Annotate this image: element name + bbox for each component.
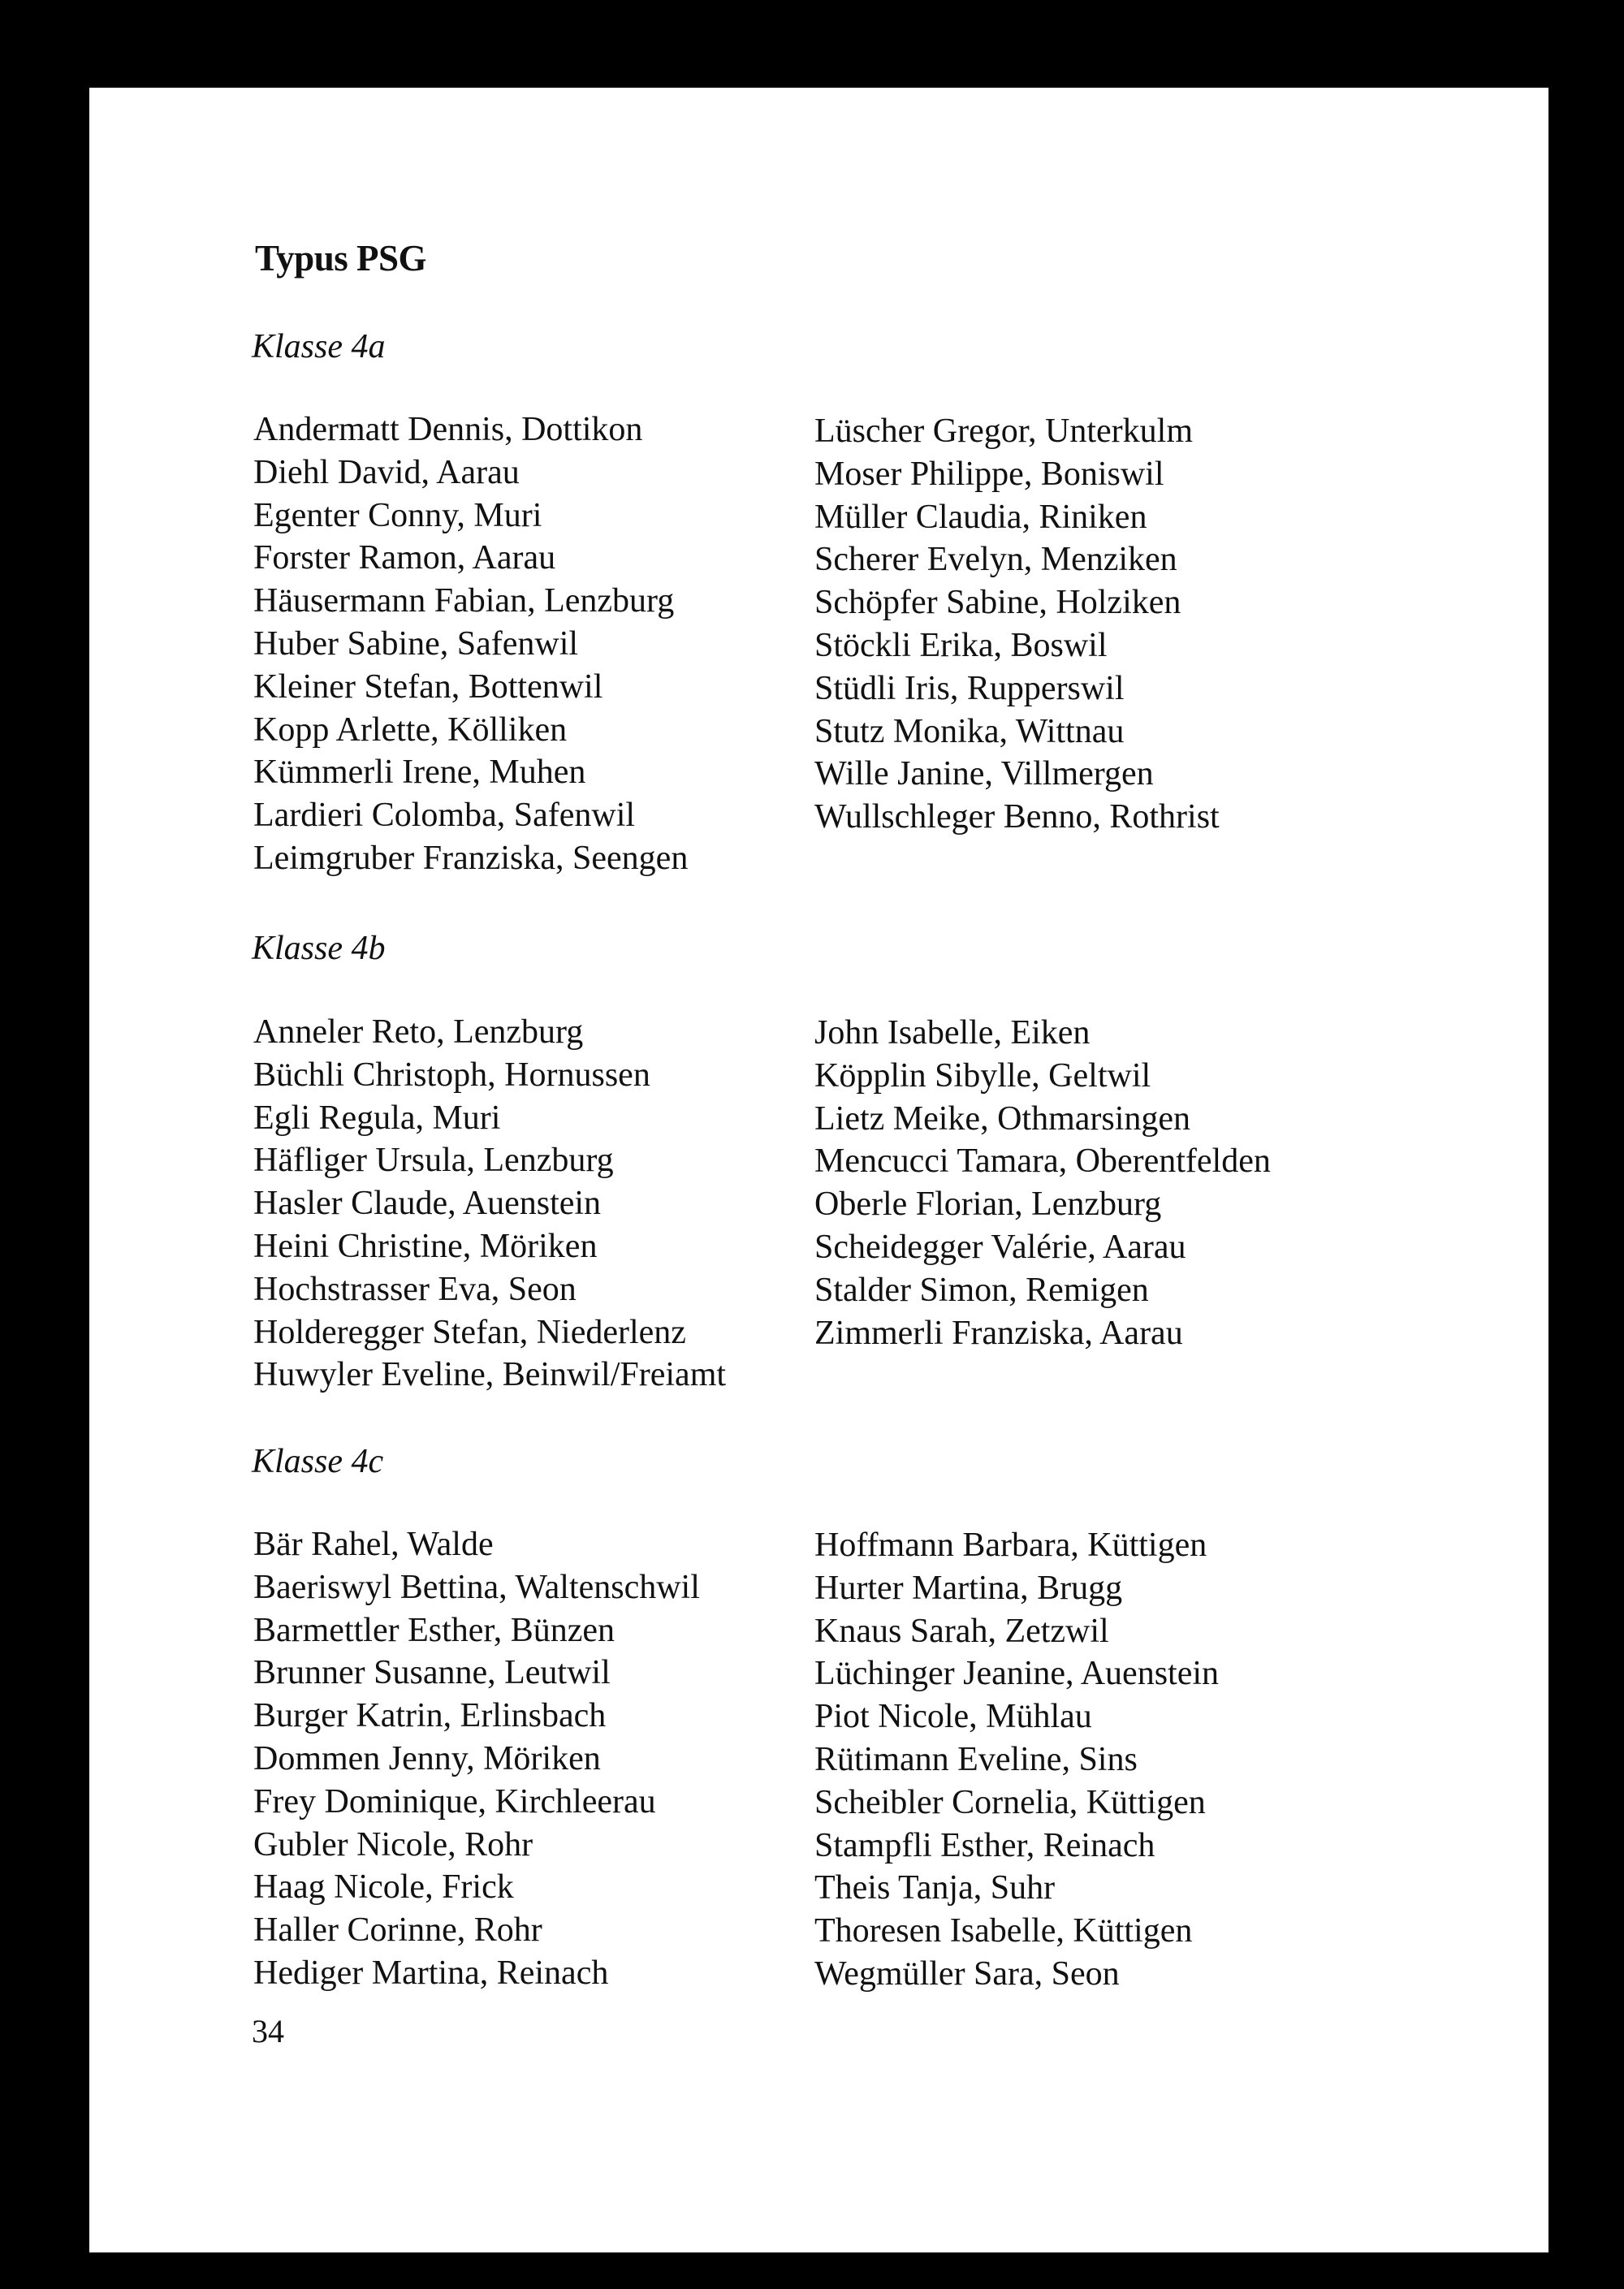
student-entry: Haag Nicole, Frick — [253, 1868, 514, 1907]
student-entry: Hoffmann Barbara, Küttigen — [814, 1527, 1207, 1564]
student-entry: Köpplin Sibylle, Geltwil — [814, 1056, 1151, 1095]
student-entry: Baeriswyl Bettina, Waltenschwil — [253, 1568, 700, 1606]
student-entry: Stüdli Iris, Rupperswil — [814, 669, 1125, 707]
student-entry: Theis Tanja, Suhr — [814, 1869, 1056, 1907]
student-entry: Forster Ramon, Aarau — [253, 539, 556, 577]
student-entry: Burger Katrin, Erlinsbach — [253, 1697, 607, 1735]
student-entry: Stöckli Erika, Boswil — [814, 626, 1108, 664]
student-entry: Brunner Susanne, Leutwil — [253, 1654, 611, 1692]
student-entry: Stampfli Esther, Reinach — [814, 1826, 1155, 1864]
class-4b-left-column — [253, 1011, 726, 1397]
class-4c-right-column — [814, 1524, 1219, 1996]
student-entry: Hediger Martina, Reinach — [253, 1954, 609, 1992]
student-entry: Leimgruber Franziska, Seengen — [253, 839, 689, 877]
student-entry: Dommen Jenny, Möriken — [253, 1739, 601, 1777]
class-title-4b: Klasse 4b — [252, 930, 386, 967]
section-heading: Typus PSG — [255, 238, 427, 279]
student-entry: Müller Claudia, Riniken — [814, 498, 1147, 536]
student-entry: Häusermann Fabian, Lenzburg — [253, 582, 675, 620]
document-page — [89, 88, 1548, 2252]
student-entry: Kopp Arlette, Kölliken — [253, 710, 568, 749]
student-entry: Barmettler Esther, Bünzen — [253, 1611, 615, 1649]
student-entry: Gubler Nicole, Rohr — [253, 1825, 533, 1864]
student-entry: Lietz Meike, Othmarsingen — [814, 1099, 1191, 1138]
student-entry: Bär Rahel, Walde — [253, 1526, 494, 1563]
student-entry: Kümmerli Irene, Muhen — [253, 754, 586, 792]
student-entry: Hochstrasser Eva, Seon — [253, 1270, 577, 1308]
student-entry: Zimmerli Franziska, Aarau — [814, 1314, 1183, 1352]
student-entry: Anneler Reto, Lenzburg — [253, 1013, 584, 1051]
page-number: 34 — [252, 2013, 284, 2049]
student-entry: Haller Corinne, Rohr — [253, 1911, 542, 1950]
student-entry: Kleiner Stefan, Bottenwil — [253, 667, 603, 706]
student-entry: Huber Sabine, Safenwil — [253, 624, 579, 663]
student-entry: Scheidegger Valérie, Aarau — [814, 1228, 1186, 1266]
student-entry: Schöpfer Sabine, Holziken — [814, 584, 1181, 622]
student-entry: Huwyler Eveline, Beinwil/Freiamt — [253, 1356, 727, 1394]
student-entry: Hasler Claude, Auenstein — [253, 1185, 602, 1223]
student-entry: Egenter Conny, Muri — [253, 496, 542, 534]
student-entry: Lardieri Colomba, Safenwil — [253, 797, 636, 835]
class-4a-left-column — [253, 408, 688, 880]
student-entry: Diehl David, Aarau — [253, 453, 520, 491]
student-entry: Andermatt Dennis, Dottikon — [253, 411, 643, 448]
student-entry: Häfliger Ursula, Lenzburg — [253, 1142, 614, 1180]
class-4c-left-column — [253, 1523, 700, 1995]
student-entry: Wegmüller Sara, Seon — [814, 1954, 1120, 1993]
student-entry: Wullschleger Benno, Rothrist — [814, 798, 1220, 836]
student-entry: Scherer Evelyn, Menziken — [814, 541, 1177, 579]
student-entry: Lüchinger Jeanine, Auenstein — [814, 1655, 1220, 1693]
student-entry: Stutz Monika, Wittnau — [814, 712, 1125, 750]
student-entry: Holderegger Stefan, Niederlenz — [253, 1313, 686, 1351]
student-entry: Piot Nicole, Mühlau — [814, 1698, 1092, 1736]
student-entry: Mencucci Tamara, Oberentfelden — [814, 1142, 1271, 1181]
student-entry: Frey Dominique, Kirchleerau — [253, 1782, 656, 1820]
student-entry: Thoresen Isabelle, Küttigen — [814, 1912, 1193, 1950]
student-entry: Scheibler Cornelia, Küttigen — [814, 1783, 1206, 1821]
class-title-4a: Klasse 4a — [252, 328, 386, 365]
class-title-4c: Klasse 4c — [252, 1443, 384, 1480]
student-entry: John Isabelle, Eiken — [814, 1014, 1091, 1052]
student-entry: Egli Regula, Muri — [253, 1099, 501, 1137]
student-entry: Hurter Martina, Brugg — [814, 1569, 1123, 1607]
class-4a-right-column — [814, 410, 1220, 839]
student-entry: Stalder Simon, Remigen — [814, 1271, 1149, 1309]
student-entry: Wille Janine, Villmergen — [814, 755, 1154, 793]
student-entry: Knaus Sarah, Zetzwil — [814, 1612, 1109, 1650]
class-4b-right-column — [814, 1012, 1271, 1354]
student-entry: Rütimann Eveline, Sins — [814, 1740, 1138, 1778]
student-entry: Heini Christine, Möriken — [253, 1227, 598, 1265]
student-entry: Büchli Christoph, Hornussen — [253, 1056, 650, 1094]
student-entry: Moser Philippe, Boniswil — [814, 455, 1164, 493]
page-content — [89, 88, 1548, 2252]
student-entry: Oberle Florian, Lenzburg — [814, 1186, 1162, 1224]
student-entry: Lüscher Gregor, Unterkulm — [814, 412, 1193, 450]
